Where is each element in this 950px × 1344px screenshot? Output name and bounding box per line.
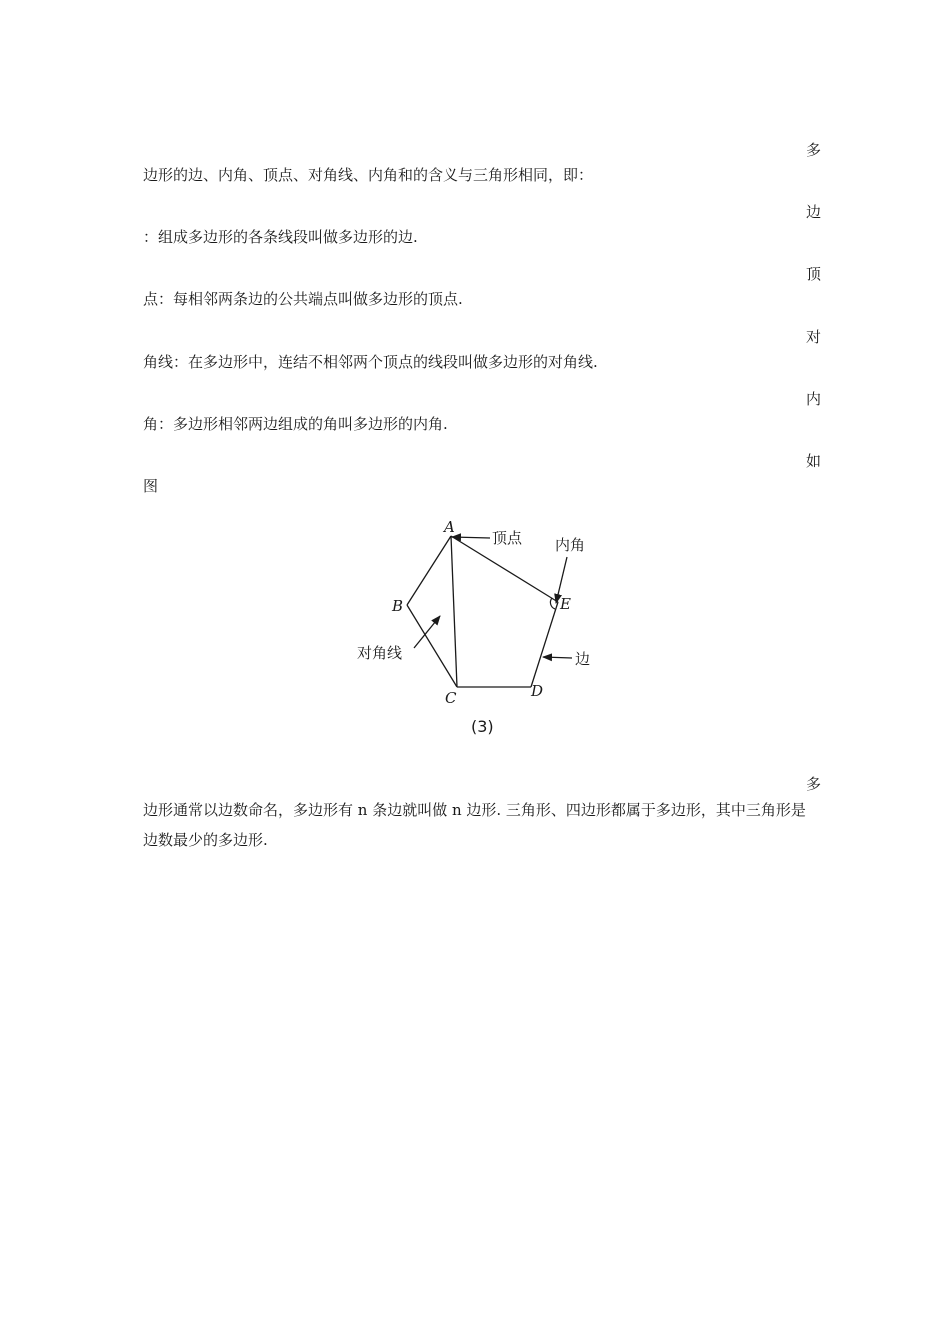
text-paragraph-7: 边形通常以边数命名，多边形有 n 条边就叫做 n 边形. 三角形、四边形都属于多边形，其中三角形是边数最少的多边形. [143, 801, 806, 849]
diagonal-pointer-arrow [414, 616, 440, 648]
text-line-6: 图 [143, 477, 159, 495]
side-BC [407, 605, 457, 687]
text-line-3-lead: 顶 [806, 265, 822, 283]
text-line-2: ：组成多边形的各条线段叫做多边形的边. [143, 228, 418, 246]
vertex-label-D: D [531, 682, 544, 700]
diagonal-AC [451, 536, 457, 687]
side-pointer-arrow [543, 657, 572, 658]
label-side: 边 [575, 650, 591, 668]
text-line-1-lead: 多 [806, 141, 822, 159]
text-line-6-lead: 如 [806, 452, 822, 470]
vertex-label-C: C [445, 689, 457, 707]
label-interior-angle: 内角 [555, 536, 586, 554]
text-line-4-lead: 对 [806, 328, 822, 346]
text-line-4: 角线：在多边形中，连结不相邻两个顶点的线段叫做多边形的对角线. [143, 353, 598, 371]
polygon-diagram [340, 510, 640, 750]
vertex-label-B: B [392, 597, 404, 615]
label-vertex: 顶点 [492, 529, 523, 547]
text-line-2-lead: 边 [806, 203, 822, 221]
vertex-pointer-arrow [452, 537, 490, 538]
text-line-5: 角：多边形相邻两边组成的角叫多边形的内角. [143, 415, 448, 433]
side-AB [407, 536, 451, 605]
polygon-figure [340, 510, 640, 750]
text-line-5-lead: 内 [806, 390, 822, 408]
figure-caption: (3) [471, 717, 494, 736]
text-line-3: 点：每相邻两条边的公共端点叫做多边形的顶点. [143, 290, 463, 308]
vertex-label-E: E [560, 595, 571, 613]
text-line-1: 边形的边、内角、顶点、对角线、内角和的含义与三角形相同，即： [143, 166, 594, 184]
side-DE [531, 602, 558, 687]
text-line-7-lead: 多 [806, 775, 822, 793]
vertex-label-A: A [444, 518, 455, 536]
label-diagonal: 对角线 [357, 644, 403, 662]
